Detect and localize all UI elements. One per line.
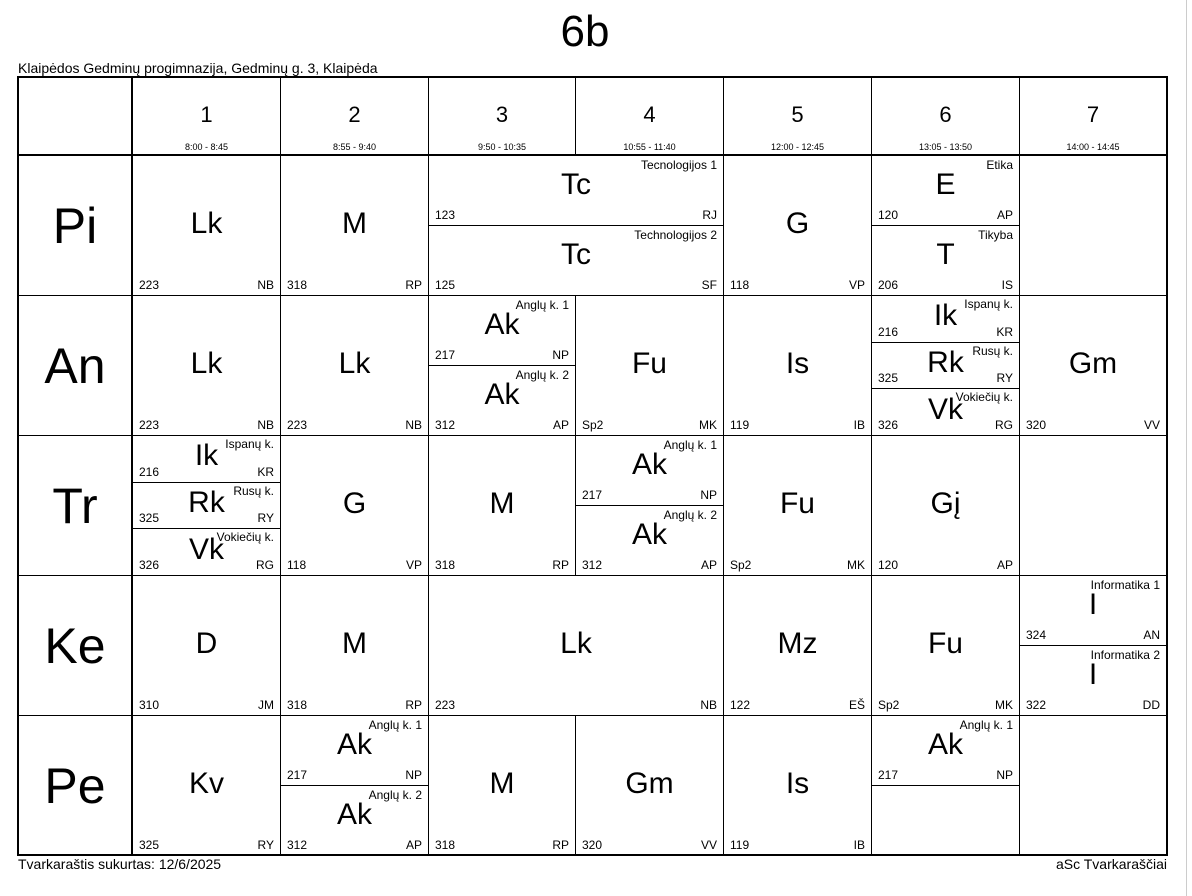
- lesson-part: [281, 716, 428, 786]
- lesson-part: [872, 343, 1019, 390]
- lesson-cell: [724, 296, 872, 436]
- room-number: 206: [878, 278, 899, 292]
- lesson-cell: [281, 156, 429, 296]
- subject-code: Rk: [927, 345, 964, 379]
- room-number: 318: [287, 698, 308, 712]
- lesson-cell: [1020, 156, 1166, 296]
- teacher-code: NP: [405, 768, 422, 782]
- subject-code: Gm: [625, 767, 674, 800]
- period-time: 14:00 - 14:45: [1066, 142, 1120, 152]
- lesson-cell: [724, 156, 872, 296]
- room-number: 312: [582, 558, 603, 572]
- lesson-cell: [429, 576, 724, 716]
- teacher-code: AP: [996, 208, 1013, 222]
- subject-code: Ak: [484, 378, 520, 411]
- corner-cell: [19, 78, 133, 156]
- subject-code: Ik: [933, 299, 958, 333]
- lesson-part: [872, 389, 1019, 436]
- lesson-part: [576, 436, 723, 506]
- teacher-code: RY: [996, 371, 1013, 386]
- lesson-cell: [1020, 576, 1166, 716]
- room-number: 217: [287, 768, 308, 782]
- lesson-part: [133, 576, 280, 716]
- lesson-cell: [429, 296, 576, 436]
- room-number: Sp2: [582, 418, 604, 432]
- teacher-code: AN: [1143, 628, 1160, 642]
- lesson-part: [576, 296, 723, 436]
- subject-code: Ik: [194, 439, 219, 473]
- teacher-code: RG: [995, 417, 1013, 432]
- subject-code: Ak: [484, 308, 520, 341]
- teacher-code: RP: [405, 698, 422, 712]
- teacher-code: KR: [257, 464, 274, 479]
- lesson-cell: [133, 296, 281, 436]
- lesson-part: [429, 366, 575, 436]
- room-number: 318: [435, 558, 456, 572]
- subject-code: Is: [785, 347, 810, 380]
- teacher-code: SF: [701, 278, 717, 292]
- room-number: 325: [139, 838, 160, 852]
- period-time: 10:55 - 11:40: [623, 142, 676, 152]
- lesson-cell: [872, 576, 1020, 716]
- room-number: 217: [582, 488, 603, 502]
- lesson-cell: [724, 716, 872, 856]
- room-number: 326: [139, 557, 160, 572]
- teacher-code: VV: [700, 838, 717, 852]
- teacher-code: MK: [847, 558, 865, 572]
- software-name: aSc Tvarkaraščiai: [1055, 856, 1167, 872]
- subject-code: E: [935, 168, 956, 201]
- room-number: 310: [139, 698, 160, 712]
- subject-code: Fu: [927, 627, 963, 660]
- lesson-part: [1020, 646, 1166, 716]
- day-label-cell: [19, 156, 133, 296]
- teacher-code: EŠ: [848, 698, 865, 712]
- group-name: Technologijos 2: [634, 228, 717, 242]
- subject-code: I: [1088, 658, 1098, 691]
- lesson-part: [133, 296, 280, 436]
- group-name: Vokiečių k.: [216, 530, 274, 545]
- lesson-part: [724, 156, 871, 296]
- lesson-part: [281, 786, 428, 856]
- lesson-part: [281, 156, 428, 296]
- lesson-part: [872, 156, 1019, 226]
- lesson-part: [872, 576, 1019, 716]
- lesson-part: [133, 483, 280, 530]
- subject-code: D: [195, 627, 218, 660]
- teacher-code: RP: [552, 558, 569, 572]
- group-name: Tikyba: [978, 228, 1013, 242]
- lesson-part: [724, 716, 871, 856]
- group-name: Anglų k. 1: [515, 298, 569, 312]
- school-name: Klaipėdos Gedminų progimnazija, Gedminų g. 3, Klaipėda: [18, 60, 378, 76]
- room-number: 120: [878, 208, 899, 222]
- room-number: 312: [287, 838, 308, 852]
- subject-code: Mz: [777, 627, 818, 660]
- day-label-cell: [19, 296, 133, 436]
- subject-code: Vk: [188, 532, 224, 566]
- lesson-part: [133, 156, 280, 296]
- group-name: Informatika 2: [1090, 648, 1160, 662]
- lesson-cell: [429, 436, 576, 576]
- lesson-cell: [872, 156, 1020, 296]
- subject-code: G: [342, 487, 367, 520]
- period-time: 9:50 - 10:35: [477, 142, 527, 152]
- room-number: 223: [139, 278, 160, 292]
- lesson-part: [724, 576, 871, 716]
- teacher-code: MK: [699, 418, 717, 432]
- group-name: Etika: [986, 158, 1013, 172]
- period-header: [576, 78, 724, 156]
- period-header: [133, 78, 281, 156]
- lesson-cell: [872, 296, 1020, 436]
- page-edge-line: [1186, 0, 1187, 896]
- subject-code: Gm: [1068, 347, 1118, 380]
- subject-code: Tc: [561, 238, 591, 271]
- subject-code: Fu: [779, 487, 815, 520]
- period-header: [724, 78, 872, 156]
- subject-code: I: [1088, 588, 1098, 621]
- teacher-code: DD: [1142, 698, 1160, 712]
- lesson-cell: [281, 296, 429, 436]
- period-number: 3: [495, 102, 509, 127]
- room-number: 223: [287, 418, 308, 432]
- lesson-part: [1020, 576, 1166, 646]
- subject-code: Vk: [927, 392, 963, 426]
- period-number: 1: [200, 102, 213, 127]
- period-time: 12:00 - 12:45: [770, 142, 825, 152]
- lesson-cell: [429, 156, 724, 296]
- lesson-cell: [281, 576, 429, 716]
- subject-code: Lk: [560, 627, 592, 660]
- group-name: Anglų k. 2: [515, 368, 569, 382]
- lesson-part: [872, 716, 1019, 786]
- room-number: 118: [730, 278, 750, 292]
- subject-code: Lk: [190, 207, 223, 240]
- lesson-cell: [724, 576, 872, 716]
- day-label-cell: [19, 436, 133, 576]
- period-time: 8:00 - 8:45: [184, 142, 229, 152]
- subject-code: Ak: [927, 728, 963, 761]
- group-name: Anglų k. 1: [368, 718, 422, 732]
- lesson-part: [429, 156, 723, 226]
- teacher-code: IB: [853, 418, 865, 432]
- teacher-code: VV: [1143, 418, 1160, 432]
- lesson-part: [429, 296, 575, 366]
- teacher-code: NB: [257, 418, 274, 432]
- room-number: 320: [582, 838, 603, 852]
- room-number: 325: [139, 511, 160, 526]
- lesson-part: [429, 716, 575, 856]
- period-number: 5: [791, 102, 804, 127]
- room-number: 119: [730, 838, 750, 852]
- lesson-cell: [133, 436, 281, 576]
- period-number: 4: [643, 102, 656, 127]
- lesson-cell: [872, 716, 1020, 856]
- room-number: 318: [287, 278, 308, 292]
- class-title: 6b: [560, 7, 610, 56]
- subject-code: M: [489, 767, 515, 800]
- teacher-code: VP: [405, 558, 422, 572]
- teacher-code: NP: [700, 488, 717, 502]
- created-date: Tvarkaraštis sukurtas: 12/6/2025: [18, 856, 222, 872]
- subject-code: Ak: [631, 448, 667, 481]
- teacher-code: IB: [853, 838, 865, 852]
- period-number: 7: [1086, 102, 1100, 127]
- subject-code: Lk: [190, 347, 223, 380]
- lesson-cell: [1020, 436, 1166, 576]
- subject-code: M: [342, 207, 367, 240]
- day-label: Tr: [52, 477, 98, 534]
- room-number: 324: [1026, 628, 1047, 642]
- teacher-code: RJ: [702, 208, 717, 222]
- day-label: Pi: [52, 197, 98, 254]
- teacher-code: NP: [996, 768, 1013, 782]
- period-header: [281, 78, 429, 156]
- room-number: 318: [435, 838, 456, 852]
- group-name: Vokiečių k.: [955, 390, 1013, 405]
- lesson-cell: [281, 716, 429, 856]
- lesson-part: [281, 296, 428, 436]
- room-number: 216: [878, 324, 899, 339]
- lesson-part: [724, 436, 871, 576]
- group-name: Ispanų k.: [964, 297, 1013, 311]
- room-number: 217: [878, 768, 899, 782]
- subject-code: Is: [785, 767, 810, 800]
- room-number: 122: [730, 698, 751, 712]
- day-label-cell: [19, 576, 133, 716]
- period-header: [1020, 78, 1166, 156]
- subject-code: Fu: [631, 347, 667, 380]
- room-number: 217: [435, 348, 456, 362]
- teacher-code: IS: [1001, 278, 1013, 292]
- teacher-code: AP: [700, 558, 717, 572]
- group-name: Anglų k. 1: [959, 718, 1013, 732]
- room-number: 125: [435, 278, 456, 292]
- lesson-part: [429, 576, 723, 716]
- room-number: 223: [435, 698, 456, 712]
- teacher-code: JM: [258, 698, 274, 712]
- room-number: 326: [878, 417, 899, 432]
- period-number: 2: [348, 102, 361, 127]
- teacher-code: RP: [552, 838, 569, 852]
- subject-code: T: [936, 238, 955, 271]
- lesson-part: [872, 226, 1019, 296]
- day-label-cell: [19, 716, 133, 856]
- subject-code: Lk: [338, 347, 371, 380]
- teacher-code: NB: [405, 418, 422, 432]
- subject-code: Gį: [930, 487, 961, 520]
- subject-code: Rk: [188, 485, 225, 519]
- lesson-cell: [1020, 296, 1166, 436]
- day-label: Pe: [44, 758, 106, 814]
- lesson-cell: [429, 716, 576, 856]
- group-name: Rusų k.: [233, 483, 274, 498]
- period-header: [429, 78, 576, 156]
- lesson-part: [724, 296, 871, 436]
- lesson-cell: [576, 716, 724, 856]
- teacher-code: VP: [848, 278, 865, 292]
- room-number: 223: [139, 418, 160, 432]
- lesson-part: [281, 576, 428, 716]
- subject-code: Ak: [336, 798, 372, 831]
- lesson-part: [576, 506, 723, 576]
- lesson-part: [576, 716, 723, 856]
- group-name: Tecnologijos 1: [640, 158, 717, 172]
- teacher-code: NB: [257, 278, 274, 292]
- period-time: 13:05 - 13:50: [918, 142, 973, 152]
- group-name: Rusų k.: [972, 343, 1013, 358]
- group-name: Anglų k. 2: [663, 508, 717, 522]
- room-number: 119: [730, 418, 750, 432]
- day-label: Ke: [44, 617, 106, 674]
- lesson-part: [429, 436, 575, 576]
- lesson-cell: [576, 296, 724, 436]
- group-name: Anglų k. 1: [663, 438, 717, 452]
- lesson-part: [872, 436, 1019, 576]
- teacher-code: AP: [552, 418, 569, 432]
- room-number: Sp2: [878, 698, 900, 712]
- lesson-cell: [133, 156, 281, 296]
- teacher-code: NP: [552, 348, 569, 362]
- lesson-cell: [281, 436, 429, 576]
- teacher-code: RY: [257, 511, 274, 526]
- group-name: Informatika 1: [1090, 578, 1160, 592]
- lesson-cell: [724, 436, 872, 576]
- teacher-code: AP: [405, 838, 422, 852]
- room-number: 320: [1026, 418, 1047, 432]
- lesson-cell: [576, 436, 724, 576]
- room-number: 325: [878, 371, 899, 386]
- room-number: 216: [139, 464, 160, 479]
- room-number: 123: [435, 208, 456, 222]
- lesson-cell: [872, 436, 1020, 576]
- room-number: 312: [435, 418, 456, 432]
- timetable-grid: [17, 76, 1168, 856]
- lesson-cell: [1020, 716, 1166, 856]
- room-number: 120: [878, 558, 899, 572]
- room-number: 118: [287, 558, 307, 572]
- teacher-code: RG: [256, 557, 274, 572]
- lesson-part: [1020, 296, 1166, 436]
- room-number: Sp2: [730, 558, 752, 572]
- teacher-code: MK: [995, 698, 1013, 712]
- teacher-code: AP: [996, 558, 1013, 572]
- teacher-code: RY: [257, 838, 274, 852]
- day-label: An: [44, 337, 106, 394]
- subject-code: M: [342, 627, 367, 660]
- teacher-code: RP: [405, 278, 422, 292]
- period-number: 6: [939, 102, 952, 127]
- lesson-cell: [133, 576, 281, 716]
- group-name: Anglų k. 2: [368, 788, 422, 802]
- teacher-code: NB: [700, 698, 717, 712]
- period-header: [872, 78, 1020, 156]
- subject-code: M: [489, 487, 515, 520]
- subject-code: Kv: [188, 767, 224, 800]
- subject-code: Tc: [561, 168, 591, 201]
- room-number: 322: [1026, 698, 1047, 712]
- subject-code: Ak: [631, 518, 667, 551]
- group-name: Ispanų k.: [225, 437, 274, 451]
- teacher-code: KR: [996, 324, 1013, 339]
- lesson-part: [133, 436, 280, 483]
- lesson-cell: [133, 716, 281, 856]
- subject-code: G: [785, 207, 810, 240]
- lesson-part: [133, 529, 280, 576]
- period-time: 8:55 - 9:40: [332, 142, 377, 152]
- subject-code: Ak: [336, 728, 372, 761]
- lesson-part: [872, 296, 1019, 343]
- lesson-part: [429, 226, 723, 296]
- lesson-part: [133, 716, 280, 856]
- lesson-part: [281, 436, 428, 576]
